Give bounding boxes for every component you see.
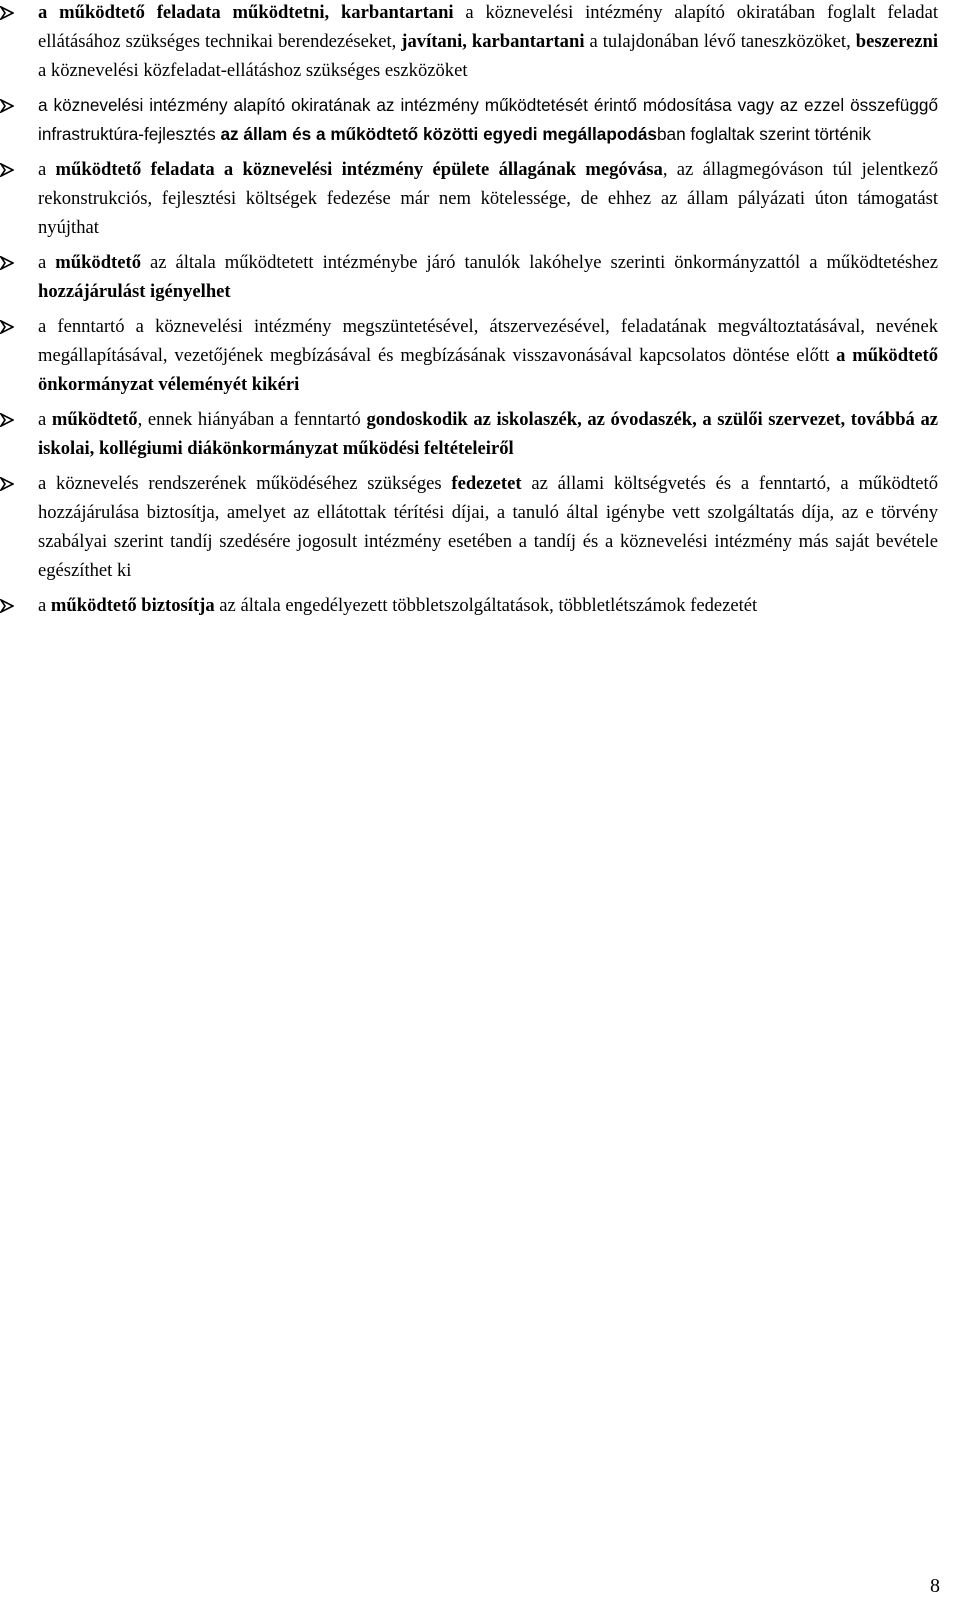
bullet-text <box>38 473 938 581</box>
bullet-item <box>0 0 960 85</box>
arrowhead-bullet-icon <box>0 413 14 427</box>
text-run: a fenntartó a köznevelési intézmény megszüntetésével, átszervezésével, feladatának megváltoztatásával, nevének megállapításával, vezetőjének megbízásával és megbízásának visszavonásával kapcsolatos döntése előtt <box>38 316 938 366</box>
arrowhead-bullet-icon <box>0 6 14 20</box>
text-run: , ennek hiányában a fenntartó <box>137 409 367 430</box>
bold-text-run: javítani, karbantartani <box>401 31 585 52</box>
text-run: az általa működtetett intézménybe járó tanulók lakóhelye szerinti önkormányzattól a működtetéshez <box>141 252 938 273</box>
bold-text-run: hozzájárulást igényelhet <box>38 281 231 302</box>
bold-text-run: beszerezni <box>855 31 938 52</box>
arrowhead-bullet-icon <box>0 99 14 113</box>
text-run: a köznevelési intézmény alapító okiratában foglalt feladat ellátásához szükséges technikai berendezéseket, <box>38 2 938 52</box>
text-run: az általa engedélyezett többletszolgáltatások, többletlétszámok fedezetét <box>214 595 758 616</box>
bullet-item <box>0 155 960 242</box>
bullet-text <box>38 159 938 238</box>
bold-text-run: a működtető feladata működtetni, karbantartani <box>38 2 454 23</box>
bullet-text <box>38 595 757 616</box>
bullet-text <box>38 316 938 395</box>
bullet-text <box>38 2 938 81</box>
text-run: a <box>38 409 52 430</box>
arrowhead-bullet-icon <box>0 599 14 613</box>
bold-text-run: működtető <box>51 409 138 430</box>
text-run: az állami költségvetés és a fenntartó, a működtető hozzájárulása biztosítja, amelyet az ellátottak térítési díjai, a tanuló által igénybe vett szolgáltatás díja, az e törvény szabályai szerint tandíj szedésére jogosult intézmény esetében a tandíj és a köznevelési intézmény más saját bevétele egészíthet ki <box>38 473 938 581</box>
bullet-text <box>38 409 938 459</box>
bullet-item <box>0 312 960 399</box>
bullet-list <box>0 0 960 626</box>
text-run: a <box>38 252 56 273</box>
bullet-item <box>0 248 960 306</box>
text-run: a tulajdonában lévő taneszközöket, <box>584 31 856 52</box>
bold-text-run: működtető biztosítja <box>50 595 215 616</box>
text-run: a köznevelési intézmény alapító okiratának az intézmény működtetését érintő módosítása vagy az ezzel összefüggő infrastruktúra-fejlesztés <box>38 95 938 144</box>
text-run: a <box>38 595 51 616</box>
bullet-item <box>0 91 960 149</box>
bold-text-run: működtető feladata a köznevelési intézmény épülete állagának megóvása <box>55 159 663 180</box>
bullet-item <box>0 591 960 620</box>
page-number: 8 <box>930 1575 940 1597</box>
arrowhead-bullet-icon <box>0 320 14 334</box>
bold-text-run: működtető <box>55 252 141 273</box>
bullet-item <box>0 405 960 463</box>
text-run: a köznevelési közfeladat-ellátáshoz szükséges eszközöket <box>38 60 468 81</box>
arrowhead-bullet-icon <box>0 477 14 491</box>
bold-text-run: a működtető önkormányzat véleményét kikéri <box>38 345 939 395</box>
text-run: a <box>38 159 56 180</box>
arrowhead-bullet-icon <box>0 256 14 270</box>
arrowhead-bullet-icon <box>0 163 14 177</box>
bullet-item <box>0 469 960 585</box>
text-run: ban foglaltak szerint történik <box>656 124 871 144</box>
bold-text-run: fedezetet <box>451 473 522 494</box>
text-run: a köznevelés rendszerének működéséhez szükséges <box>38 473 452 494</box>
text-run: , az állagmegóváson túl jelentkező rekonstrukciós, fejlesztési költségek fedezése már nem kötelessége, de ehhez az állam pályázati úton támogatást nyújthat <box>38 159 939 238</box>
bold-text-run: az állam és a működtető közötti egyedi megállapodás <box>220 124 657 144</box>
bullet-text <box>38 252 938 302</box>
bullet-text <box>38 95 938 144</box>
bold-text-run: gondoskodik az iskolaszék, az óvodaszék, a szülői szervezet, továbbá az iskolai, kollégiumi diákönkormányzat működési feltételeiről <box>38 409 938 459</box>
